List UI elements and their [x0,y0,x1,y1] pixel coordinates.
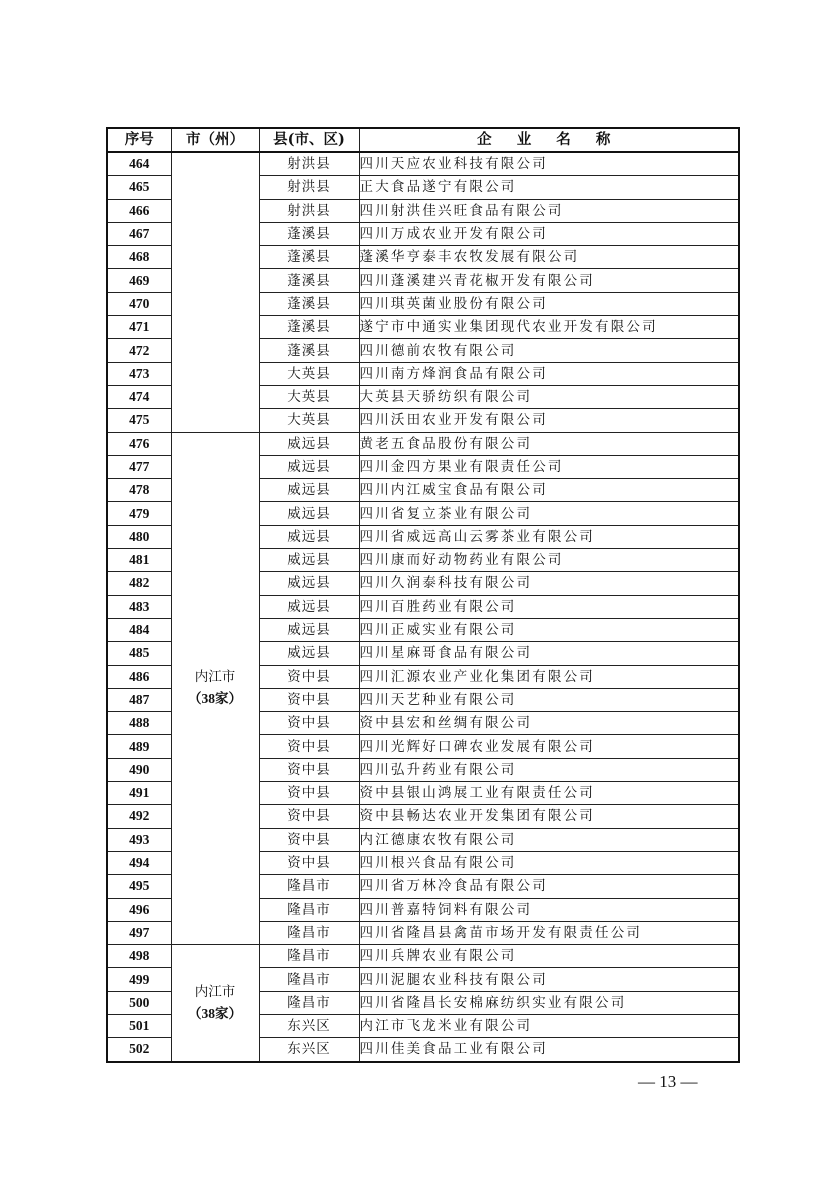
county-name: 资中县 [259,782,359,805]
table-header [107,128,739,152]
serial-number: 471 [107,316,171,339]
company-name: 四川光辉好口碑农业发展有限公司 [359,735,739,758]
serial-number: 495 [107,875,171,898]
company-name: 遂宁市中通实业集团现代农业开发有限公司 [359,316,739,339]
county-name: 大英县 [259,362,359,385]
county-name: 威远县 [259,595,359,618]
company-name: 资中县宏和丝绸有限公司 [359,712,739,735]
serial-number: 498 [107,945,171,968]
city-cell [171,432,259,945]
company-name: 四川汇源农业产业化集团有限公司 [359,665,739,688]
company-name: 资中县银山鸿展工业有限责任公司 [359,782,739,805]
county-name: 资中县 [259,712,359,735]
page-number: — 13 — [638,1072,698,1091]
county-name: 蓬溪县 [259,269,359,292]
county-name: 威远县 [259,525,359,548]
county-name: 威远县 [259,455,359,478]
company-name: 四川沃田农业开发有限公司 [359,409,739,432]
serial-number: 468 [107,246,171,269]
county-name: 射洪县 [259,199,359,222]
company-name: 四川兵牌农业有限公司 [359,945,739,968]
county-name: 威远县 [259,549,359,572]
county-name: 威远县 [259,572,359,595]
county-name: 蓬溪县 [259,339,359,362]
county-name: 蓬溪县 [259,292,359,315]
county-name: 威远县 [259,479,359,502]
company-name: 正大食品遂宁有限公司 [359,176,739,199]
city-name: 内江市 [194,983,236,1000]
serial-number: 488 [107,712,171,735]
company-name: 四川天艺种业有限公司 [359,688,739,711]
company-name: 四川星麻哥食品有限公司 [359,642,739,665]
serial-number: 477 [107,455,171,478]
serial-number: 490 [107,758,171,781]
county-name: 资中县 [259,665,359,688]
serial-number: 469 [107,269,171,292]
company-name: 四川万成农业开发有限公司 [359,222,739,245]
serial-number: 473 [107,362,171,385]
company-name: 四川射洪佳兴旺食品有限公司 [359,199,739,222]
county-name: 隆昌市 [259,875,359,898]
company-name: 四川天应农业科技有限公司 [359,152,739,176]
company-name: 四川普嘉特饲料有限公司 [359,898,739,921]
serial-number: 494 [107,851,171,874]
serial-number: 465 [107,176,171,199]
county-name: 资中县 [259,758,359,781]
company-name: 四川根兴食品有限公司 [359,851,739,874]
enterprise-table [106,127,740,1063]
county-name: 大英县 [259,385,359,408]
header-county: 县(市、区) [259,128,359,152]
county-name: 蓬溪县 [259,316,359,339]
company-name: 蓬溪华亨泰丰农牧发展有限公司 [359,246,739,269]
company-name: 四川久润泰科技有限公司 [359,572,739,595]
serial-number: 502 [107,1038,171,1062]
serial-number: 487 [107,688,171,711]
city-enterprise-count: （38家） [188,1005,242,1021]
city-enterprise-count: （38家） [188,691,242,707]
header-row [107,128,739,152]
county-name: 资中县 [259,851,359,874]
company-name: 四川百胜药业有限公司 [359,595,739,618]
county-name: 威远县 [259,432,359,455]
company-name: 内江德康农牧有限公司 [359,828,739,851]
company-name: 四川内江威宝食品有限公司 [359,479,739,502]
company-name: 大英县天骄纺织有限公司 [359,385,739,408]
table-row [107,945,739,968]
serial-number: 483 [107,595,171,618]
header-city: 市（州） [171,128,259,152]
city-name: 内江市 [194,669,236,686]
company-name: 四川省复立茶业有限公司 [359,502,739,525]
serial-number: 464 [107,152,171,176]
serial-number: 478 [107,479,171,502]
county-name: 隆昌市 [259,898,359,921]
serial-number: 484 [107,618,171,641]
company-name: 四川省隆昌长安棉麻纺织实业有限公司 [359,991,739,1014]
serial-number: 475 [107,409,171,432]
county-name: 威远县 [259,642,359,665]
county-name: 蓬溪县 [259,222,359,245]
company-name: 四川弘升药业有限公司 [359,758,739,781]
county-name: 隆昌市 [259,968,359,991]
company-name: 四川琪英菌业股份有限公司 [359,292,739,315]
table-row [107,432,739,455]
company-name: 四川泥腿农业科技有限公司 [359,968,739,991]
county-name: 东兴区 [259,1038,359,1062]
city-cell [171,152,259,432]
serial-number: 492 [107,805,171,828]
serial-number: 474 [107,385,171,408]
county-name: 东兴区 [259,1014,359,1037]
serial-number: 466 [107,199,171,222]
serial-number: 491 [107,782,171,805]
serial-number: 476 [107,432,171,455]
county-name: 射洪县 [259,176,359,199]
serial-number: 479 [107,502,171,525]
company-name: 四川南方烽润食品有限公司 [359,362,739,385]
county-name: 资中县 [259,735,359,758]
company-name: 四川德前农牧有限公司 [359,339,739,362]
company-name: 四川蓬溪建兴青花椒开发有限公司 [359,269,739,292]
header-serial: 序号 [107,128,171,152]
serial-number: 489 [107,735,171,758]
county-name: 资中县 [259,688,359,711]
county-name: 资中县 [259,805,359,828]
company-name: 四川金四方果业有限责任公司 [359,455,739,478]
serial-number: 493 [107,828,171,851]
county-name: 隆昌市 [259,945,359,968]
county-name: 威远县 [259,502,359,525]
serial-number: 496 [107,898,171,921]
header-company: 企 业 名 称 [359,128,739,152]
county-name: 资中县 [259,828,359,851]
company-name: 四川佳美食品工业有限公司 [359,1038,739,1062]
company-name: 四川省威远高山云雾茶业有限公司 [359,525,739,548]
city-cell [171,945,259,1062]
serial-number: 472 [107,339,171,362]
county-name: 大英县 [259,409,359,432]
county-name: 隆昌市 [259,921,359,944]
serial-number: 470 [107,292,171,315]
company-name: 黄老五食品股份有限公司 [359,432,739,455]
company-name: 四川康而好动物药业有限公司 [359,549,739,572]
company-name: 四川省隆昌县禽苗市场开发有限责任公司 [359,921,739,944]
company-name: 四川省万林冷食品有限公司 [359,875,739,898]
serial-number: 485 [107,642,171,665]
table-body [107,152,739,1062]
serial-number: 501 [107,1014,171,1037]
table-row [107,152,739,176]
serial-number: 467 [107,222,171,245]
serial-number: 482 [107,572,171,595]
county-name: 威远县 [259,618,359,641]
serial-number: 499 [107,968,171,991]
company-name: 四川正威实业有限公司 [359,618,739,641]
company-name: 资中县畅达农业开发集团有限公司 [359,805,739,828]
county-name: 射洪县 [259,152,359,176]
serial-number: 480 [107,525,171,548]
company-name: 内江市飞龙米业有限公司 [359,1014,739,1037]
county-name: 蓬溪县 [259,246,359,269]
county-name: 隆昌市 [259,991,359,1014]
serial-number: 500 [107,991,171,1014]
serial-number: 481 [107,549,171,572]
serial-number: 486 [107,665,171,688]
serial-number: 497 [107,921,171,944]
